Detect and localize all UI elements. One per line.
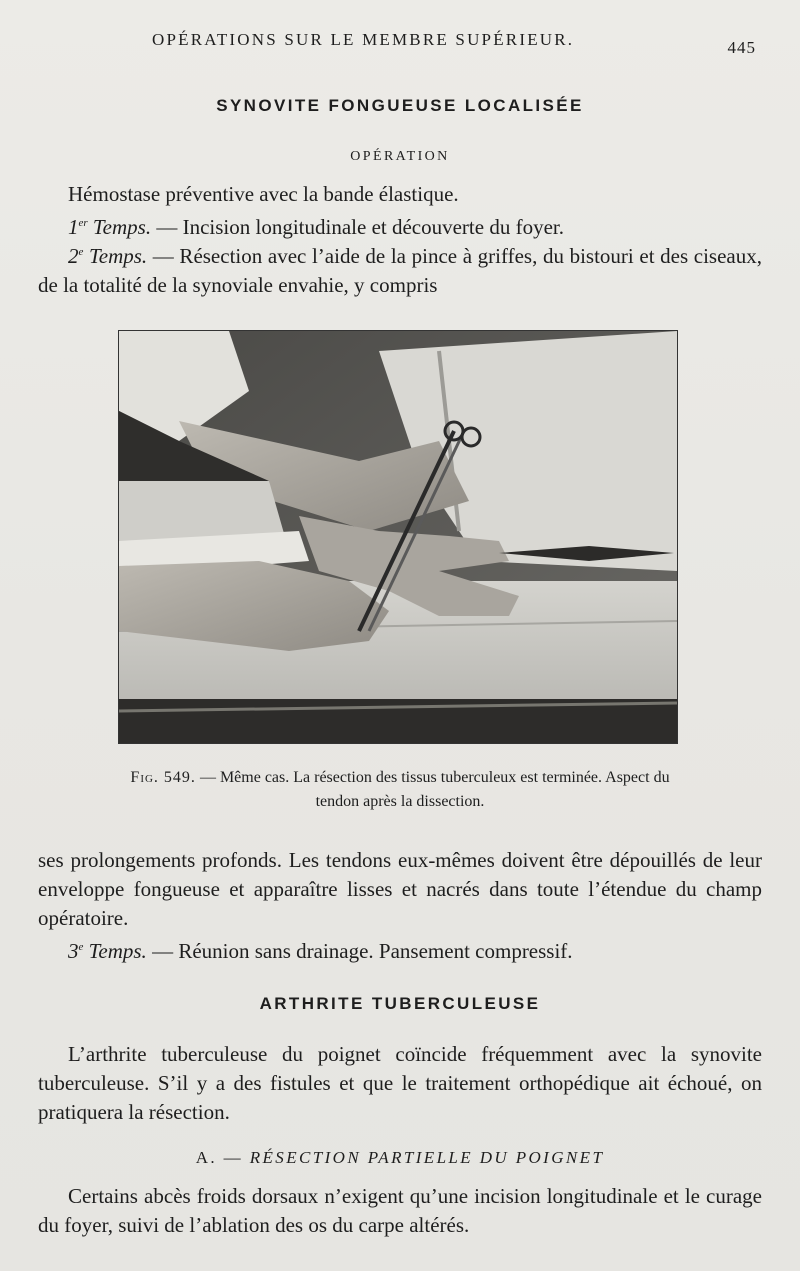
section-title-arthrite: ARTHRITE TUBERCULEUSE [259,994,541,1013]
figure-caption [120,766,680,814]
temps-2-text: — Résection avec l’aide de la pince à griffes, du bistouri et des ciseaux, de la totalité de la synoviale envahie, y compris [38,244,762,297]
heading-italic: RÉSECTION PARTIELLE DU POIGNET [249,1148,605,1167]
paragraph-abces: Certains abcès froids dorsaux n’exigent qu’une incision longitudinale et le curage du foyer, suivi de l’ablation des os du carpe altérés. [38,1184,762,1237]
paragraph-continuation: ses prolongements profonds. Les tendons eux-mêmes doivent être dépouillés de leur enveloppe fongueuse et apparaître lisses et nacrés dans toute l’étendue du champ opératoire. [38,848,762,930]
paragraph-temps-2 [38,238,762,300]
temps-2-label: 2e Temps. [68,244,148,268]
figure-label: Fig. 549. [130,769,196,786]
temps-1-label: 1er Temps. [68,215,152,239]
temps-3-label: 3e Temps. [68,939,147,963]
surgical-photograph [118,330,678,744]
running-head: OPÉRATIONS SUR LE MEMBRE SUPÉRIEUR. [152,30,575,49]
paragraph-temps-3 [38,933,762,966]
section-title-synovite: SYNOVITE FONGUEUSE LOCALISÉE [216,96,584,115]
surgery-photo-illustration [119,331,677,743]
heading-resection-partielle [0,1148,800,1168]
temps-1-text: — Incision longitudinale et découverte du foyer. [151,215,564,239]
subsection-operation: OPÉRATION [350,149,450,164]
page-number: 445 [727,38,756,57]
temps-3-text: — Réunion sans drainage. Pansement compressif. [146,939,573,963]
figure-caption-text: — Même cas. La résection des tissus tuberculeux est terminée. Aspect du tendon après la dissection. [195,769,670,810]
paragraph-hemostase: Hémostase préventive avec la bande élastique. [68,182,459,206]
heading-prefix: A. — [195,1148,250,1167]
paragraph-arthrite: L’arthrite tuberculeuse du poignet coïncide fréquemment avec la synovite tuberculeuse. S’il y a des fistules et que le traitement orthopédique ait échoué, on pratiquera la résection. [38,1042,762,1124]
